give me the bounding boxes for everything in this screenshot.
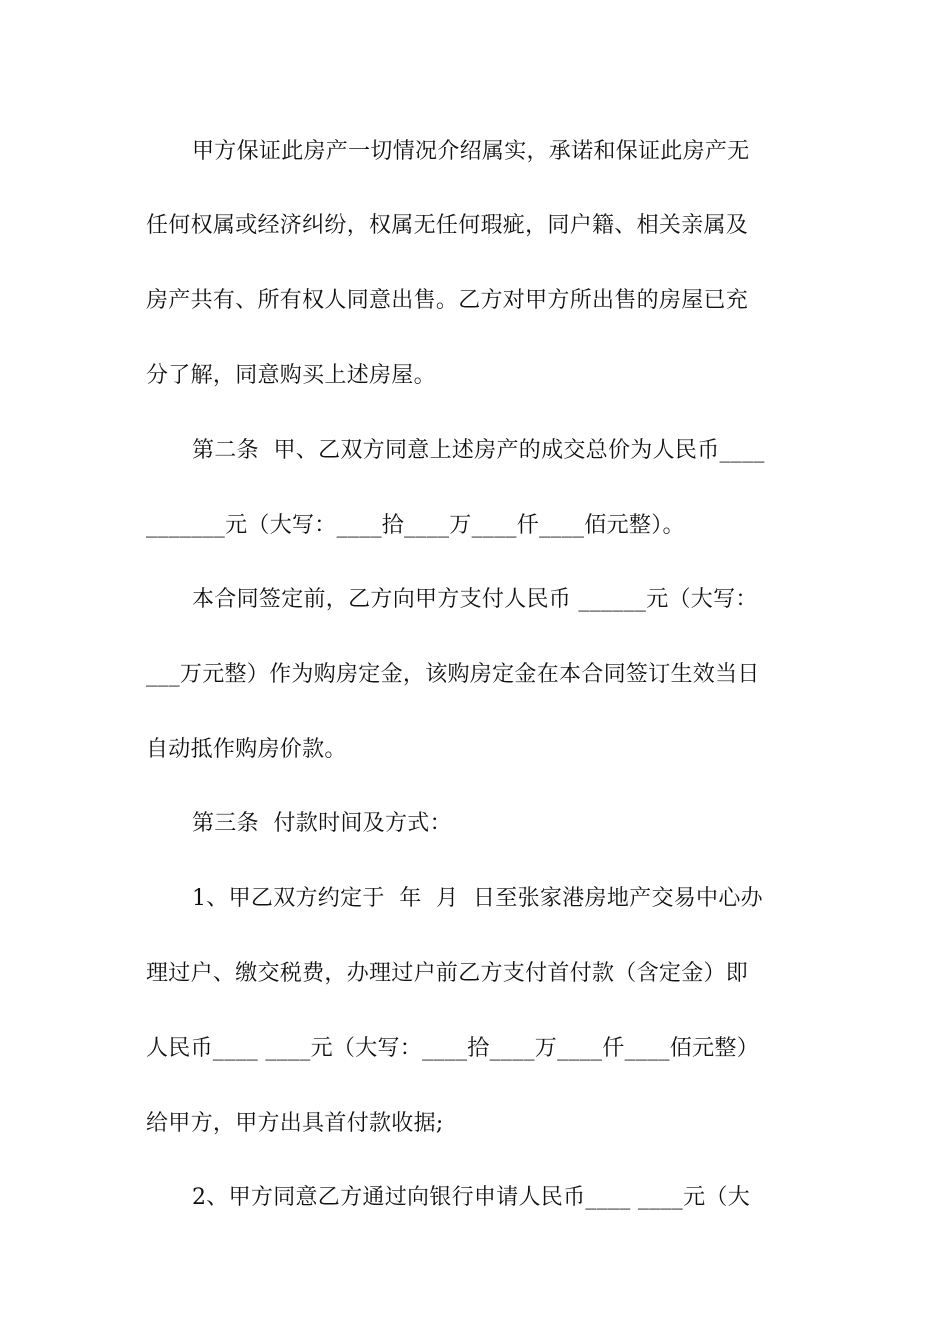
paragraph-line: 任何权属或经济纠纷，权属无任何瑕疵，同户籍、相关亲属及 <box>146 213 749 238</box>
list-item-line: 2、甲方同意乙方通过向银行申请人民币____ ____元（大 <box>192 1185 750 1210</box>
paragraph-line: 自动抵作购房价款。 <box>146 737 347 762</box>
paragraph-line: 房产共有、所有权人同意出售。乙方对甲方所出售的房屋已充 <box>146 288 749 313</box>
paragraph-line: 分了解，同意购买上述房屋。 <box>146 363 436 388</box>
article-two-line: 第二条 甲、乙双方同意上述房产的成交总价为人民币____ <box>192 438 765 463</box>
paragraph-line: 理过户、缴交税费，办理过户前乙方支付首付款（含定金）即 <box>146 961 749 986</box>
paragraph-line: 本合同签定前，乙方向甲方支付人民币 ______元（大写： <box>192 587 758 612</box>
paragraph-line: 甲方保证此房产一切情况介绍属实，承诺和保证此房产无 <box>192 139 750 164</box>
list-item-line: 1、甲乙双方约定于 年 月 日至张家港房地产交易中心办 <box>192 886 763 911</box>
paragraph-line: 人民币____ ____元（大写：____拾____万____仟____佰元整） <box>146 1036 759 1061</box>
paragraph-line: ___万元整）作为购房定金，该购房定金在本合同签订生效当日 <box>146 662 760 687</box>
paragraph-line: _______元（大写：____拾____万____仟____佰元整）。 <box>146 513 685 538</box>
paragraph-line: 给甲方，甲方出具首付款收据; <box>146 1111 444 1136</box>
article-three-heading: 第三条 付款时间及方式： <box>192 811 452 836</box>
